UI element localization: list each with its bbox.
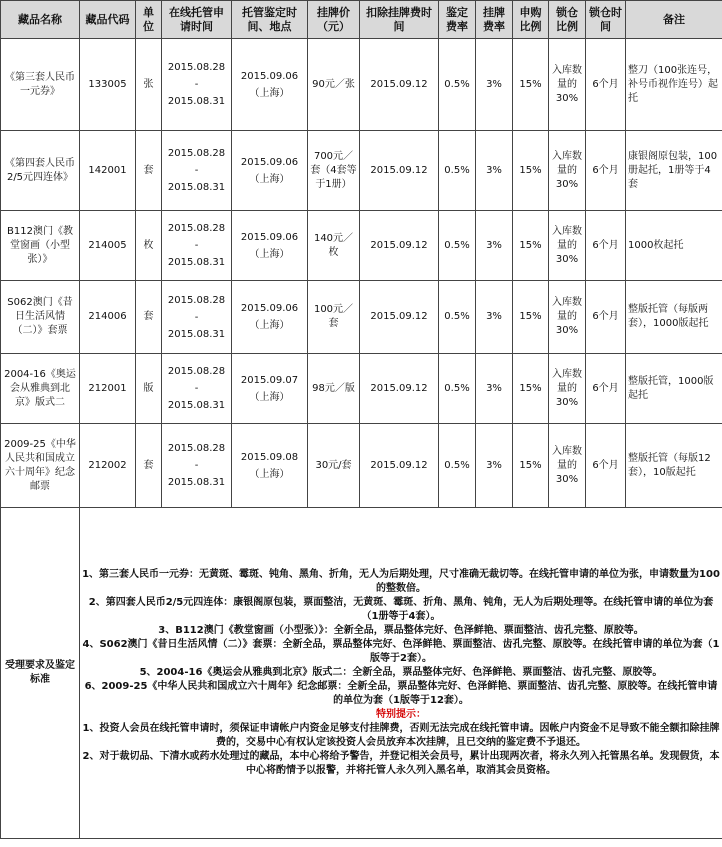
table-row	[1, 211, 722, 281]
cell-unit: 枚	[136, 211, 162, 281]
table-body	[1, 39, 722, 508]
requirement-item: 2、第四套人民币2/5元四连体：康银阁原包装，票面整洁，无黄斑、霉斑、折角、黑角、钝角，无人为后期处理等。在线托管申请的单位为套（1册等于4套）。	[88, 597, 714, 622]
cell-subscribe: 15%	[513, 131, 549, 211]
apply-time-part: 2015.08.31	[167, 182, 226, 193]
apply-time-cell	[162, 424, 232, 508]
apply-time-cell	[162, 354, 232, 424]
cell-code: 142001	[80, 131, 136, 211]
cell-code: 212001	[80, 354, 136, 424]
cell-lock-time: 6个月	[586, 131, 626, 211]
appraisal-part: 2015.09.06	[240, 156, 299, 168]
cell-price: 30元/套	[308, 424, 360, 508]
cell-listing-rate: 3%	[476, 131, 513, 211]
cell-price: 700元／套（4套等于1册）	[308, 131, 360, 211]
header-cell: 备注	[626, 1, 722, 39]
cell-subscribe: 15%	[513, 354, 549, 424]
apply-time-part: -	[194, 311, 199, 323]
cell-lock-time: 6个月	[586, 281, 626, 354]
table-row	[1, 424, 722, 508]
appraisal-part: （上海）	[249, 320, 290, 331]
cell-lock-time: 6个月	[586, 39, 626, 131]
cell-appraisal-rate: 0.5%	[439, 131, 476, 211]
cell-listing-rate: 3%	[476, 424, 513, 508]
cell-price: 100元／套	[308, 281, 360, 354]
apply-time-part: 2015.08.31	[167, 400, 226, 411]
apply-time-part: 2015.08.28	[167, 443, 226, 454]
cell-name: 2009-25《中华人民共和国成立六十周年》纪念邮票	[1, 424, 80, 508]
apply-time-cell	[162, 281, 232, 354]
apply-time-part: 2015.08.28	[167, 294, 226, 306]
cell-unit: 套	[136, 281, 162, 354]
cell-fee-date: 2015.09.12	[360, 354, 439, 424]
cell-lock-ratio: 入库数量的30%	[549, 211, 586, 281]
appraisal-cell	[232, 354, 308, 424]
cell-name: 《第三套人民币一元券》	[1, 39, 80, 131]
appraisal-cell	[232, 424, 308, 508]
table-row	[1, 354, 722, 424]
cell-unit: 套	[136, 131, 162, 211]
apply-time-part: 2015.08.31	[167, 96, 226, 107]
appraisal-part: 2015.09.07	[240, 374, 299, 386]
appraisal-cell	[232, 39, 308, 131]
cell-price: 98元／版	[308, 354, 360, 424]
cell-code: 214005	[80, 211, 136, 281]
cell-appraisal-rate: 0.5%	[439, 39, 476, 131]
appraisal-part: （上海）	[249, 87, 290, 99]
apply-time-part: -	[194, 460, 199, 471]
cell-fee-date: 2015.09.12	[360, 281, 439, 354]
cell-listing-rate: 3%	[476, 354, 513, 424]
appraisal-part: （上海）	[249, 468, 290, 480]
cell-lock-ratio: 入库数量的30%	[549, 281, 586, 354]
apply-time-part: 2015.08.31	[167, 477, 226, 488]
cell-lock-ratio: 入库数量的30%	[549, 39, 586, 131]
special-notice-item: 1、投资人会员在线托管申请时，须保证申请帐户内资金足够支付挂牌费，否则无法完成在线托管申请。因帐户内资金不足导致不能全额扣除挂牌费的，交易中心有权认定该投资人会员放弃本次挂牌，且已交纳的鉴定费不予退还。	[82, 723, 720, 748]
cell-name: S062澳门《昔日生活风情（二）》套票	[1, 281, 80, 354]
cell-fee-date: 2015.09.12	[360, 211, 439, 281]
header-cell: 托管鉴定时间、地点	[232, 1, 308, 39]
requirements-label: 受理要求及鉴定标准	[1, 508, 80, 839]
appraisal-part: （上海）	[249, 248, 290, 260]
header-cell: 单位	[136, 1, 162, 39]
header-cell: 藏品名称	[1, 1, 80, 39]
requirements-row	[1, 508, 722, 839]
cell-remark: 整版托管（每版12套），10版起托	[626, 424, 722, 508]
cell-appraisal-rate: 0.5%	[439, 281, 476, 354]
cell-listing-rate: 3%	[476, 281, 513, 354]
table-header-row	[1, 1, 722, 39]
table-row	[1, 281, 722, 354]
requirement-item: 1、第三套人民币一元券：无黄斑、霉斑、钝角、黑角、折角，无人为后期处理，尺寸准确无裁切等。在线托管申请的单位为张，申请数量为100的整数倍。	[82, 569, 720, 594]
cell-listing-rate: 3%	[476, 39, 513, 131]
apply-time-cell	[162, 39, 232, 131]
appraisal-part: （上海）	[249, 391, 290, 403]
cell-fee-date: 2015.09.12	[360, 39, 439, 131]
apply-time-cell	[162, 131, 232, 211]
apply-time-part: 2015.08.28	[167, 62, 226, 73]
requirement-item: 3、B112澳门《教堂窗画（小型张）》：全新全品，票品整体完好、色泽鲜艳、票面整洁、齿孔完整、原胶等。	[158, 625, 644, 636]
appraisal-cell	[232, 131, 308, 211]
apply-time-part: -	[194, 79, 199, 90]
cell-unit: 套	[136, 424, 162, 508]
appraisal-part: 2015.09.08	[240, 451, 299, 463]
cell-appraisal-rate: 0.5%	[439, 424, 476, 508]
requirements-text	[80, 508, 722, 839]
cell-unit: 张	[136, 39, 162, 131]
apply-time-part: 2015.08.31	[167, 257, 226, 268]
cell-remark: 整版托管（每版两套），1000版起托	[626, 281, 722, 354]
header-cell: 鉴定费率	[439, 1, 476, 39]
cell-price: 140元／枚	[308, 211, 360, 281]
cell-remark: 整版托管，1000版起托	[626, 354, 722, 424]
appraisal-part: （上海）	[249, 173, 290, 185]
cell-lock-time: 6个月	[586, 424, 626, 508]
requirement-item: 5、2004-16《奥运会从雅典到北京》版式二：全新全品，票品整体完好、色泽鲜艳、票面整洁、齿孔完整、原胶等。	[139, 667, 663, 678]
apply-time-part: 2015.08.28	[167, 148, 226, 159]
cell-name: 2004-16《奥运会从雅典到北京》版式二	[1, 354, 80, 424]
cell-lock-time: 6个月	[586, 354, 626, 424]
apply-time-part: -	[194, 383, 199, 394]
cell-price: 90元／张	[308, 39, 360, 131]
cell-subscribe: 15%	[513, 211, 549, 281]
header-cell: 挂牌价（元）	[308, 1, 360, 39]
appraisal-part: 2015.09.06	[240, 231, 299, 243]
header-cell: 申购比例	[513, 1, 549, 39]
cell-lock-ratio: 入库数量的30%	[549, 424, 586, 508]
requirement-item: 4、S062澳门《昔日生活风情（二）》套票：全新全品，票品整体完好、色泽鲜艳、票面整洁、齿孔完整、原胶等。在线托管申请的单位为套（1版等于2套）。	[82, 639, 720, 664]
header-cell: 锁仓时间	[586, 1, 626, 39]
cell-fee-date: 2015.09.12	[360, 131, 439, 211]
cell-code: 212002	[80, 424, 136, 508]
cell-remark: 康银阁原包装，100册起托，1册等于4套	[626, 131, 722, 211]
apply-time-part: 2015.08.31	[167, 328, 226, 340]
header-cell: 在线托管申请时间	[162, 1, 232, 39]
apply-time-part: 2015.08.28	[167, 366, 226, 377]
apply-time-part: -	[194, 240, 199, 251]
special-notice-item: 2、对于裁切品、下清水或药水处理过的藏品，本中心将给予警告，并登记相关会员号，累计出现两次者，将永久列入托管黑名单。发现假货，本中心将酌情予以报警，并将托管人永久列入黑名单，取消其会员资格。	[82, 751, 720, 776]
cell-code: 133005	[80, 39, 136, 131]
table-row	[1, 131, 722, 211]
cell-appraisal-rate: 0.5%	[439, 354, 476, 424]
special-notice-title: 特别提示：	[376, 709, 426, 720]
appraisal-part: 2015.09.06	[240, 70, 299, 82]
cell-fee-date: 2015.09.12	[360, 424, 439, 508]
apply-time-part: -	[194, 165, 199, 176]
apply-time-cell	[162, 211, 232, 281]
table-row	[1, 39, 722, 131]
appraisal-cell	[232, 211, 308, 281]
cell-subscribe: 15%	[513, 281, 549, 354]
cell-name: B112澳门《教堂窗画（小型张）》	[1, 211, 80, 281]
cell-appraisal-rate: 0.5%	[439, 211, 476, 281]
cell-remark: 整刀（100张连号，补号币视作连号）起托	[626, 39, 722, 131]
cell-remark: 1000枚起托	[626, 211, 722, 281]
apply-time-part: 2015.08.28	[167, 223, 226, 234]
cell-lock-time: 6个月	[586, 211, 626, 281]
cell-name: 《第四套人民币2/5元四连体》	[1, 131, 80, 211]
header-cell: 挂牌费率	[476, 1, 513, 39]
requirement-item: 6、2009-25《中华人民共和国成立六十周年》纪念邮票：全新全品，票品整体完好、色泽鲜艳、票面整洁、齿孔完整、原胶等。在线托管申请的单位为套（1版等于12套）。	[84, 681, 718, 706]
cell-code: 214006	[80, 281, 136, 354]
cell-unit: 版	[136, 354, 162, 424]
appraisal-part: 2015.09.06	[240, 303, 299, 314]
cell-listing-rate: 3%	[476, 211, 513, 281]
cell-subscribe: 15%	[513, 39, 549, 131]
cell-lock-ratio: 入库数量的30%	[549, 354, 586, 424]
header-cell: 扣除挂牌费时间	[360, 1, 439, 39]
header-cell: 藏品代码	[80, 1, 136, 39]
cell-lock-ratio: 入库数量的30%	[549, 131, 586, 211]
header-cell: 锁仓比例	[549, 1, 586, 39]
cell-subscribe: 15%	[513, 424, 549, 508]
appraisal-cell	[232, 281, 308, 354]
